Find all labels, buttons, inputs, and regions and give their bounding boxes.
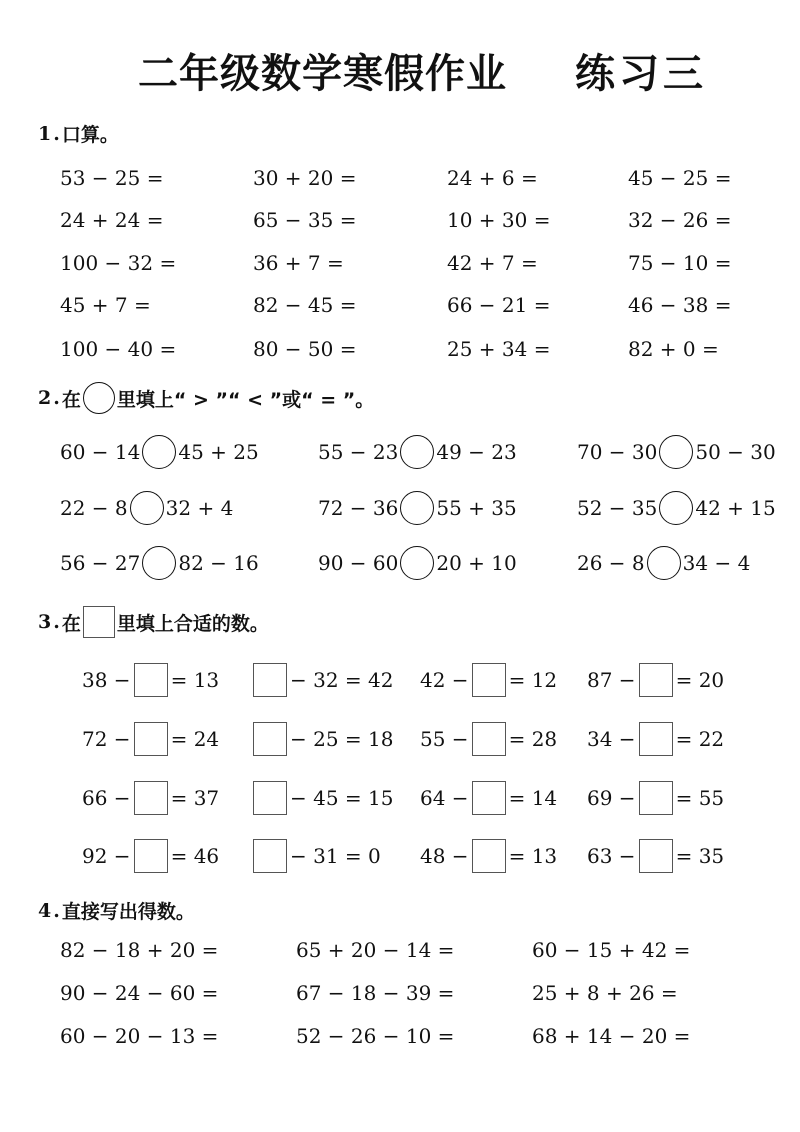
fill-item [82, 778, 219, 818]
fill-post: = 24 [170, 727, 220, 751]
compare-right: 50 − 30 [695, 440, 776, 464]
problem-text: 100 − 40 = [60, 337, 177, 361]
problem-text: 45 − 25 = [628, 166, 732, 190]
problem-text: 82 − 45 = [253, 293, 357, 317]
compare-left: 52 − 35 [577, 496, 658, 520]
answer-circle[interactable] [400, 546, 434, 580]
fill-post: = 37 [170, 786, 220, 810]
compare-left: 55 − 23 [318, 440, 399, 464]
answer-circle[interactable] [400, 435, 434, 469]
fill-post: = 12 [508, 668, 558, 692]
answer-circle[interactable] [142, 435, 176, 469]
title-main: 二年级数学寒假作业 [138, 51, 507, 97]
fill-pre: 38 − [82, 668, 131, 692]
fill-row [0, 719, 800, 759]
section2-heading-before: 在 [61, 388, 81, 411]
fill-post: = 13 [170, 668, 220, 692]
problem-text: 60 − 20 − 13 = [60, 1024, 219, 1048]
problem-text: 100 − 32 = [60, 251, 177, 275]
problem-text: 24 + 24 = [60, 208, 164, 232]
fill-item [250, 778, 394, 818]
problem-text: 60 − 15 + 42 = [532, 938, 691, 962]
problem-text: 82 + 0 = [628, 337, 719, 361]
compare-item [577, 432, 776, 472]
worksheet-title [0, 42, 800, 102]
section2-heading: 2 . 在 里填上“ > ”“ < ”或“ = ”。 [38, 382, 374, 414]
fill-item [587, 836, 724, 876]
fill-post: = 22 [675, 727, 725, 751]
fill-item [250, 836, 381, 876]
problem-row [0, 202, 800, 238]
answer-box[interactable] [472, 839, 506, 873]
answer-circle[interactable] [142, 546, 176, 580]
problem-text: 46 − 38 = [628, 293, 732, 317]
compare-left: 70 − 30 [577, 440, 658, 464]
answer-circle[interactable] [659, 435, 693, 469]
problem-text: 65 + 20 − 14 = [296, 938, 455, 962]
answer-box[interactable] [134, 839, 168, 873]
fill-item [82, 836, 219, 876]
fill-post: − 45 = 15 [290, 786, 394, 810]
answer-box[interactable] [472, 663, 506, 697]
fill-post: = 13 [508, 844, 558, 868]
compare-right: 55 + 35 [436, 496, 517, 520]
problem-text: 10 + 30 = [447, 208, 551, 232]
compare-row [0, 432, 800, 472]
compare-item [60, 488, 233, 528]
section3-heading-before: 在 [61, 612, 81, 635]
problem-text: 25 + 8 + 26 = [532, 981, 678, 1005]
answer-box[interactable] [253, 663, 287, 697]
section3-number: 3 [38, 611, 52, 633]
section1-heading: 1 . 口算。 [38, 120, 119, 147]
problem-row [0, 975, 800, 1011]
problem-text: 75 − 10 = [628, 251, 732, 275]
box-icon [83, 606, 115, 638]
fill-item [420, 660, 557, 700]
compare-item [318, 543, 517, 583]
fill-post: = 14 [508, 786, 558, 810]
problem-text: 90 − 24 − 60 = [60, 981, 219, 1005]
fill-pre: 72 − [82, 727, 131, 751]
compare-left: 60 − 14 [60, 440, 141, 464]
fill-post: = 20 [675, 668, 725, 692]
fill-item [82, 660, 219, 700]
section3-heading: 3 . 在 里填上合适的数。 [38, 606, 269, 638]
problem-text: 36 + 7 = [253, 251, 344, 275]
compare-left: 90 − 60 [318, 551, 399, 575]
compare-right: 34 − 4 [682, 551, 751, 575]
section4-heading-text: 直接写出得数。 [61, 901, 195, 923]
fill-pre: 63 − [587, 844, 636, 868]
compare-row [0, 488, 800, 528]
problem-text: 66 − 21 = [447, 293, 551, 317]
answer-box[interactable] [472, 781, 506, 815]
problem-text: 65 − 35 = [253, 208, 357, 232]
problem-row [0, 245, 800, 281]
compare-left: 26 − 8 [577, 551, 645, 575]
fill-post: − 32 = 42 [290, 668, 394, 692]
compare-left: 72 − 36 [318, 496, 399, 520]
answer-box[interactable] [639, 781, 673, 815]
compare-right: 32 + 4 [165, 496, 234, 520]
compare-item [60, 543, 259, 583]
problem-row [0, 160, 800, 196]
problem-row [0, 331, 800, 367]
problem-row [0, 1018, 800, 1054]
problem-text: 82 − 18 + 20 = [60, 938, 219, 962]
fill-item [420, 836, 557, 876]
fill-pre: 34 − [587, 727, 636, 751]
fill-post: − 31 = 0 [290, 844, 381, 868]
problem-text: 30 + 20 = [253, 166, 357, 190]
fill-row [0, 660, 800, 700]
answer-box[interactable] [253, 722, 287, 756]
problem-text: 52 − 26 − 10 = [296, 1024, 455, 1048]
circle-icon [83, 382, 115, 414]
compare-item [577, 543, 750, 583]
compare-item [318, 488, 517, 528]
fill-pre: 69 − [587, 786, 636, 810]
answer-box[interactable] [134, 722, 168, 756]
fill-item [420, 778, 557, 818]
problem-text: 24 + 6 = [447, 166, 538, 190]
answer-circle[interactable] [659, 491, 693, 525]
answer-box[interactable] [134, 781, 168, 815]
problem-row [0, 932, 800, 968]
fill-row [0, 836, 800, 876]
problem-text: 80 − 50 = [253, 337, 357, 361]
section4-number: 4 [38, 899, 52, 922]
answer-circle[interactable] [130, 491, 164, 525]
fill-pre: 87 − [587, 668, 636, 692]
answer-box[interactable] [639, 663, 673, 697]
problem-text: 42 + 7 = [447, 251, 538, 275]
fill-item [82, 719, 219, 759]
compare-item [318, 432, 517, 472]
fill-pre: 42 − [420, 668, 469, 692]
fill-pre: 55 − [420, 727, 469, 751]
compare-row [0, 543, 800, 583]
problem-text: 45 + 7 = [60, 293, 151, 317]
fill-post: = 55 [675, 786, 725, 810]
title-sub: 练习三 [575, 51, 707, 97]
answer-circle[interactable] [647, 546, 681, 580]
answer-box[interactable] [253, 781, 287, 815]
answer-circle[interactable] [400, 491, 434, 525]
fill-post: = 35 [675, 844, 725, 868]
fill-post: − 25 = 18 [290, 727, 394, 751]
fill-pre: 64 − [420, 786, 469, 810]
compare-left: 22 − 8 [60, 496, 128, 520]
answer-box[interactable] [134, 663, 168, 697]
problem-text: 68 + 14 − 20 = [532, 1024, 691, 1048]
fill-item [250, 660, 394, 700]
fill-pre: 92 − [82, 844, 131, 868]
problem-text: 32 − 26 = [628, 208, 732, 232]
fill-post: = 28 [508, 727, 558, 751]
compare-left: 56 − 27 [60, 551, 141, 575]
compare-item [60, 432, 259, 472]
fill-item [587, 778, 724, 818]
compare-right: 20 + 10 [436, 551, 517, 575]
compare-right: 49 − 23 [436, 440, 517, 464]
problem-text: 53 − 25 = [60, 166, 164, 190]
section3-heading-after: 里填上合适的数。 [116, 612, 269, 635]
fill-item [420, 719, 557, 759]
answer-box[interactable] [253, 839, 287, 873]
fill-item [587, 660, 724, 700]
section2-heading-after: 里填上“ > ”“ < ”或“ = ”。 [116, 388, 375, 411]
compare-item [577, 488, 776, 528]
compare-right: 42 + 15 [695, 496, 776, 520]
fill-row [0, 778, 800, 818]
answer-box[interactable] [639, 839, 673, 873]
fill-pre: 48 − [420, 844, 469, 868]
section1-heading-text: 口算。 [61, 124, 119, 146]
problem-text: 25 + 34 = [447, 337, 551, 361]
compare-right: 82 − 16 [178, 551, 259, 575]
answer-box[interactable] [639, 722, 673, 756]
section1-number: 1 [38, 122, 52, 145]
fill-pre: 66 − [82, 786, 131, 810]
section4-heading: 4 . 直接写出得数。 [38, 897, 195, 924]
fill-item [587, 719, 724, 759]
problem-text: 67 − 18 − 39 = [296, 981, 455, 1005]
compare-right: 45 + 25 [178, 440, 259, 464]
fill-item [250, 719, 394, 759]
problem-row [0, 287, 800, 323]
answer-box[interactable] [472, 722, 506, 756]
section2-number: 2 [38, 387, 52, 409]
fill-post: = 46 [170, 844, 220, 868]
